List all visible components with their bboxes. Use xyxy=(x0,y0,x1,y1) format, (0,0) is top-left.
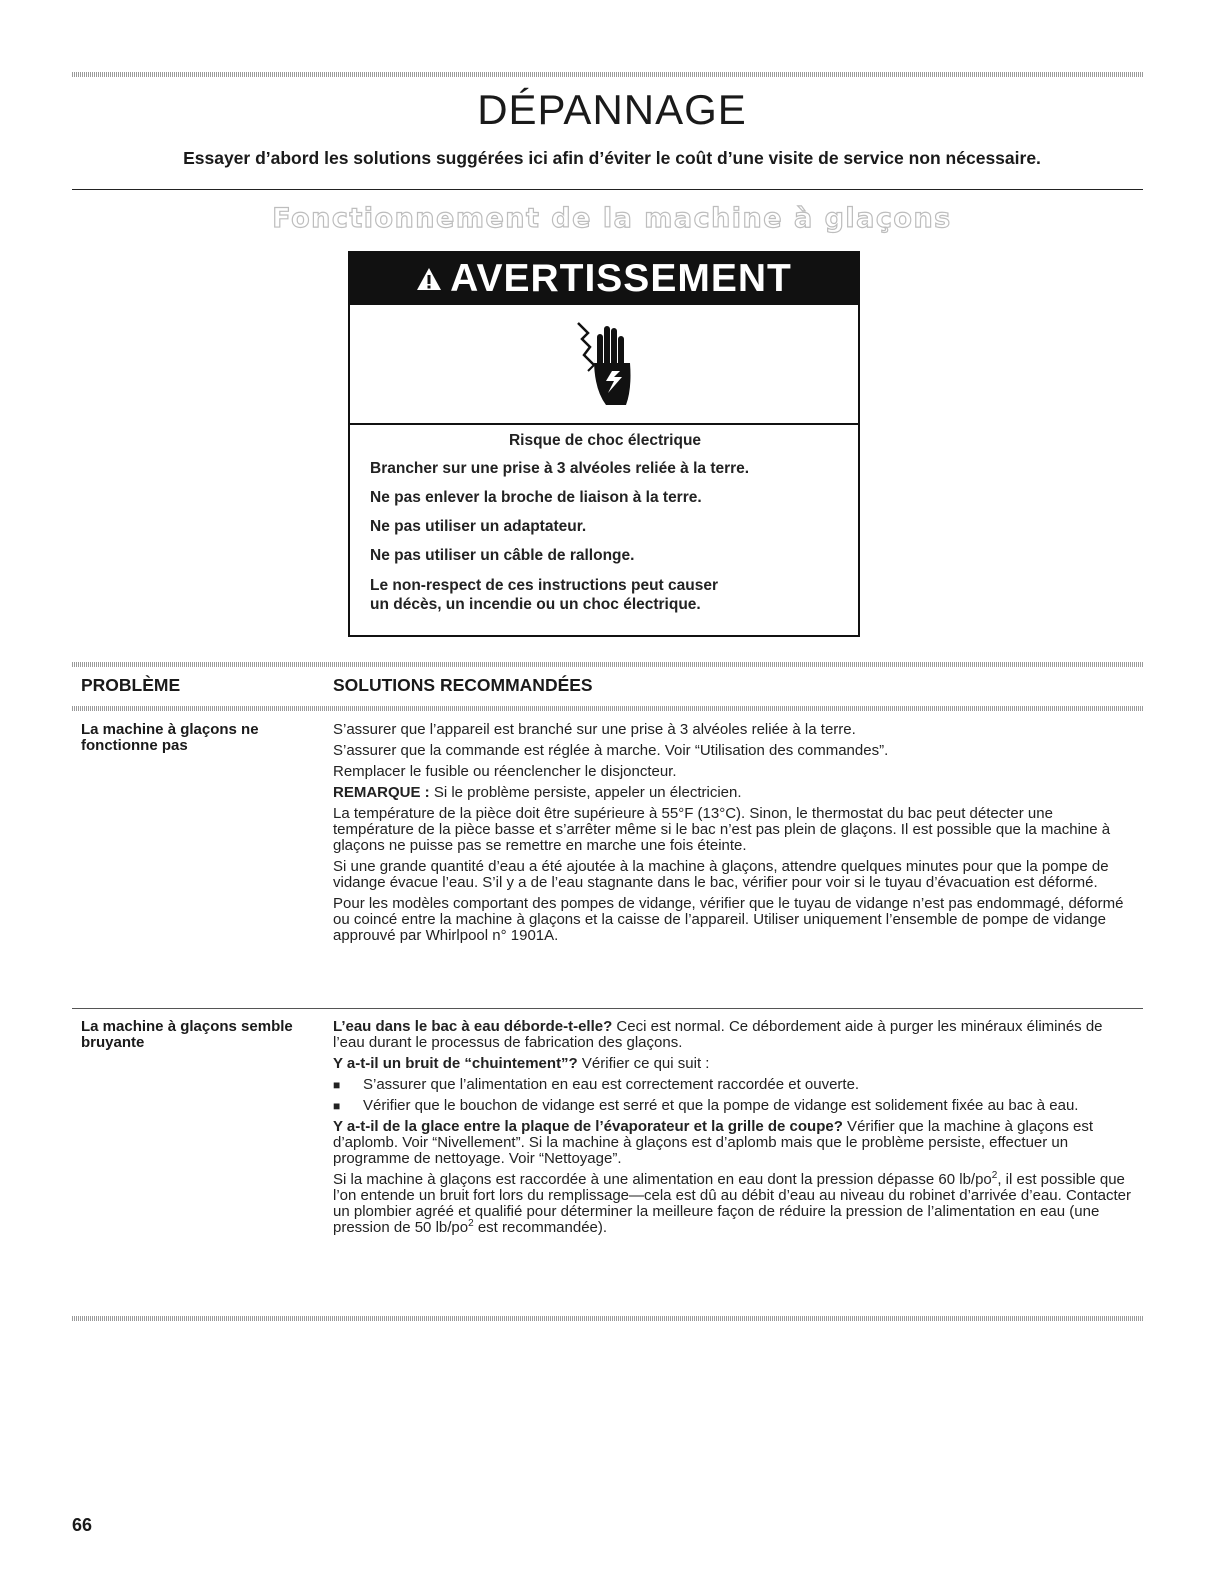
solution-text: S’assurer que la commande est réglée à marche. Voir “Utilisation des commandes”. xyxy=(333,742,889,759)
warning-consequence: un décès, un incendie ou un choc électrique. xyxy=(370,596,701,613)
problem-1: La machine à glaçons ne fonctionne pas xyxy=(81,721,259,754)
solution-text xyxy=(333,1172,1133,1236)
pressure-text: Si la machine à glaçons est raccordée à une alimentation en eau dont la pression dépasse 60 lb/po xyxy=(333,1171,992,1188)
warning-line: Ne pas utiliser un câble de rallonge. xyxy=(370,547,635,564)
note-text: Si le problème persiste, appeler un électricien. xyxy=(429,784,742,801)
warning-line: Brancher sur une prise à 3 alvéoles reliée à la terre. xyxy=(370,460,750,477)
table-top-rule xyxy=(72,662,1143,667)
bullet-text: Vérifier que le bouchon de vidange est serré et que la pompe de vidange est solidement fixée au bac à eau. xyxy=(363,1097,1079,1114)
solution-qa xyxy=(333,1056,1133,1072)
pressure-text: , il est possible que l’on entende un bruit fort lors du remplissage—cela est dû au débit d’eau au niveau du robinet d’arrivée d’eau. Contacter un plombier agréé et qualifié pour déterminer la meilleure façon de réduire la pression de l’alimentation en eau (une pression de 50 lb/po xyxy=(333,1171,1131,1236)
superscript: 2 xyxy=(468,1218,474,1229)
solution-text: S’assurer que l’appareil est branché sur une prise à 3 alvéoles reliée à la terre. xyxy=(333,721,856,738)
bullet-item xyxy=(333,1077,1133,1093)
warning-risk: Risque de choc électrique xyxy=(508,432,702,449)
note-label: REMARQUE : xyxy=(333,784,430,801)
warning-pictogram xyxy=(350,305,858,425)
solution-qa xyxy=(333,1019,1133,1051)
solution-text: Si une grande quantité d’eau a été ajoutée à la machine à glaçons, attendre quelques minutes pour que la pompe de vidange évacue l’eau. S’il y a de l’eau stagnante dans le bac, vérifier pour voir si le tuyau d’évacuation est déformé. xyxy=(333,858,1109,891)
solution-text: Pour les modèles comportant des pompes de vidange, vérifier que le tuyau de vidange n’est pas endommagé, déformé ou coincé entre la machine à glaçons et la caisse de l’appareil. Utiliser uniquement l’ensemble de pompe de vidange approuvé par Whirlpool n° 1901A. xyxy=(333,895,1124,944)
solutions-2 xyxy=(333,1019,1133,1241)
bullet-square-icon: ■ xyxy=(333,1099,341,1113)
warning-box xyxy=(348,251,860,637)
solution-text: La température de la pièce doit être supérieure à 55°F (13°C). Sinon, le thermostat du bac peut détecter une température de la pièce basse et s’arrêter même si le bac n’est pas plein de glaçons. Il est possible que la machine à glaçons ne puisse pas se remettre en marche une fois éteinte. xyxy=(333,805,1111,854)
table-bottom-rule xyxy=(72,1316,1143,1321)
pressure-text: est recommandée). xyxy=(473,1219,608,1236)
question: Y a-t-il de la glace entre la plaque de l’évaporateur et la grille de coupe? xyxy=(333,1118,843,1135)
column-header-solutions: SOLUTIONS RECOMMANDÉES xyxy=(333,675,593,695)
intro-divider xyxy=(72,189,1143,190)
problem-2: La machine à glaçons semble bruyante xyxy=(81,1018,293,1051)
answer: Vérifier que la machine à glaçons est d’aplomb. Voir “Nivellement”. Si la machine à glaçons est d’aplomb mais que le problème persiste, effectuer un programme de nettoyage. Voir “Nettoyage”. xyxy=(333,1118,1094,1167)
warning-triangle-icon xyxy=(416,266,442,292)
bullet-item xyxy=(333,1098,1133,1114)
table-header-rule xyxy=(72,706,1143,711)
row-divider xyxy=(72,1008,1143,1009)
warning-consequence: Le non-respect de ces instructions peut causer xyxy=(370,577,718,594)
warning-line: Ne pas utiliser un adaptateur. xyxy=(370,518,587,535)
page-title: DÉPANNAGE xyxy=(477,86,747,133)
intro-text: Essayer d’abord les solutions suggérées ici afin d’éviter le coût d’une visite de service non nécessaire. xyxy=(183,148,1041,168)
question: L’eau dans le bac à eau déborde-t-elle? xyxy=(333,1018,613,1035)
page-number: 66 xyxy=(72,1515,93,1535)
top-hatched-rule xyxy=(72,72,1143,77)
column-header-problem: PROBLÈME xyxy=(81,675,181,695)
warning-heading: AVERTISSEMENT xyxy=(450,257,792,300)
electric-shock-hand-icon xyxy=(564,319,644,409)
bullet-text: S’assurer que l’alimentation en eau est correctement raccordée et ouverte. xyxy=(363,1076,860,1093)
answer: Ceci est normal. Ce débordement aide à purger les minéraux éliminés de l’eau durant le processus de fabrication des glaçons. xyxy=(333,1018,1103,1051)
superscript: 2 xyxy=(991,1170,998,1181)
question: Y a-t-il un bruit de “chuintement”? xyxy=(333,1055,578,1072)
bullet-square-icon: ■ xyxy=(333,1078,341,1092)
warning-text xyxy=(350,425,858,614)
solution-qa xyxy=(333,1119,1133,1167)
answer: Vérifier ce qui suit : xyxy=(577,1055,710,1072)
warning-header xyxy=(350,253,858,305)
solutions-1 xyxy=(333,722,1133,949)
section-title: Fonctionnement de la machine à glaçons xyxy=(272,203,952,234)
warning-line: Ne pas enlever la broche de liaison à la terre. xyxy=(370,489,702,506)
solution-note xyxy=(333,785,1133,801)
solution-text: Remplacer le fusible ou réenclencher le disjoncteur. xyxy=(333,763,677,780)
